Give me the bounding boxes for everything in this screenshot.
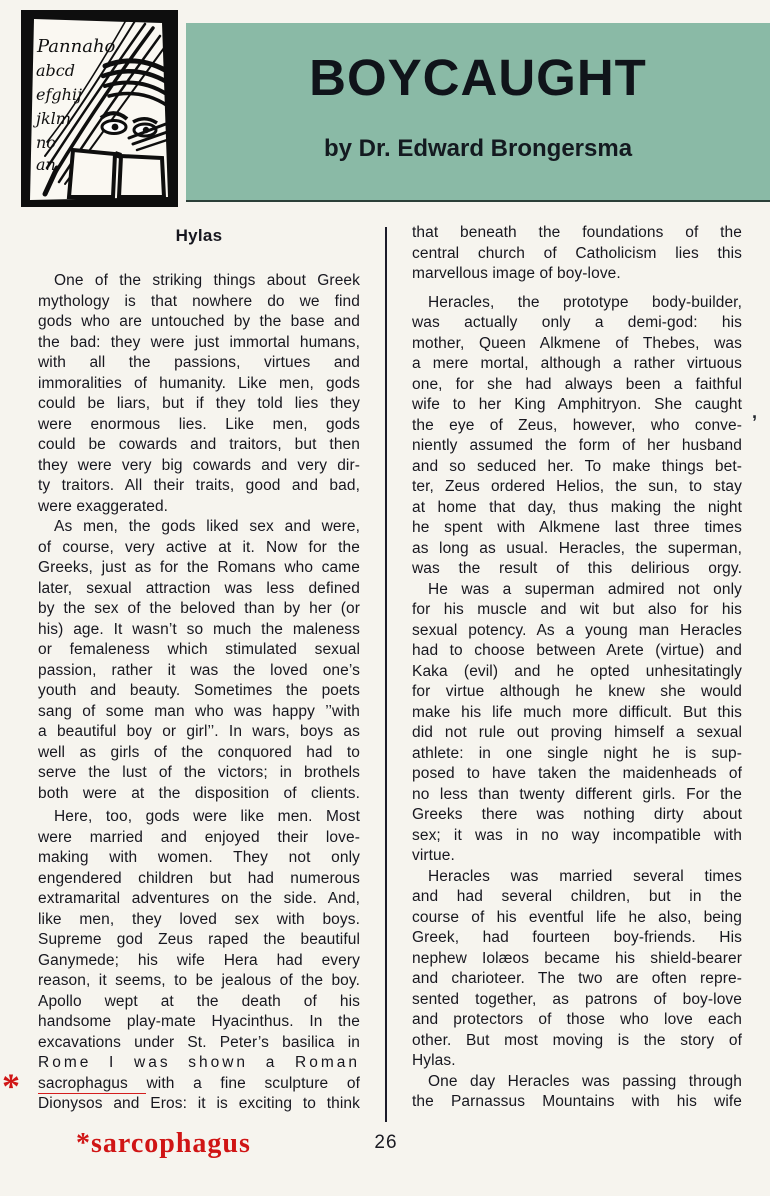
- text-line: ter, Zeus ordered Helios, the sun, to stay: [412, 478, 742, 495]
- text-line: mother, Queen Alkmene of Thebes, was: [412, 334, 742, 352]
- text-line: One of the striking things about Greek: [54, 272, 360, 289]
- text-line: had to choose between Arete (virtue) and: [412, 642, 742, 659]
- text-line: could be cowards and traitors, but then: [38, 436, 360, 453]
- text-line: sented together, as patrons of boy-love: [412, 990, 742, 1008]
- page-number: 26: [374, 1132, 398, 1153]
- text-line: at home that day, thus making the night: [412, 498, 742, 516]
- text-line: immoralities of humanity. Like men, gods: [38, 374, 360, 392]
- svg-text:efghij: efghij: [36, 85, 83, 104]
- text-line: engendered children but had numerous: [38, 869, 360, 887]
- text-line: were exaggerated.: [38, 497, 169, 515]
- text-line: sexual potency. As a young man Heracles: [412, 621, 742, 639]
- svg-text:an: an: [36, 155, 56, 174]
- paragraph: [412, 1072, 742, 1113]
- text-line: gods who are untouched by the base and: [38, 313, 360, 330]
- text-line: Dionysos and Eros: it is exciting to think: [38, 1095, 360, 1112]
- text-line: Here, too, gods were like men. Most: [54, 808, 360, 825]
- text-line: athlete: in one single night he is sup-: [412, 744, 742, 762]
- text-line: a mere mortal, although a rather virtuous: [412, 355, 742, 372]
- text-line: for virtue although he knew she would: [412, 683, 742, 700]
- text-line: sex; it was in no way incompatible with: [412, 826, 742, 844]
- text-line: Heracles, the prototype body-builder,: [428, 293, 742, 311]
- text-line: As men, the gods liked sex and were,: [54, 518, 360, 535]
- text-line: Apollo wept at the death of his: [38, 992, 360, 1010]
- text-line: the Parnassus Mountains with his wife: [412, 1093, 742, 1110]
- text-line: Hylas.: [412, 1052, 456, 1069]
- text-line: and protectors of those who love each: [412, 1011, 742, 1028]
- text-line: he spent with Alkmene last three times: [412, 519, 742, 536]
- text-line: his) age. It wasn’t so much the maleness: [38, 620, 360, 638]
- text-line: passion, rather it was the loved one’s: [38, 661, 360, 679]
- section-heading: Hylas: [175, 226, 223, 245]
- svg-text:no: no: [36, 133, 56, 152]
- paragraph: [412, 293, 742, 580]
- text-line: nephew Iolæos became his shield-bearer: [412, 949, 742, 967]
- woodcut-illustration: [21, 10, 178, 207]
- text-line: and so seduced her. To make things bet-: [412, 457, 742, 475]
- svg-text:Pannaho: Pannaho: [37, 36, 116, 57]
- text-line: well as girls of the conquored had to: [38, 743, 360, 761]
- text-line: Supreme god Zeus raped the beautiful: [38, 931, 360, 948]
- text-line: Kaka (evil) and he opted unhesitatingly: [412, 662, 742, 680]
- text-line: excavations under St. Peter’s basilica in: [38, 1033, 360, 1051]
- text-line: both were at the disposition of clients.: [38, 784, 360, 802]
- text-line: youth and beauty. Sometimes the poets: [38, 682, 360, 699]
- text-line: the eye of Zeus, however, who conve-: [412, 416, 742, 434]
- text-line: mythology is that nowhere do we find: [38, 292, 360, 310]
- text-line: Rome I was shown a Roman: [38, 1054, 360, 1071]
- text-line: Greeks, just as for the Romans who came: [38, 559, 360, 576]
- red-margin-asterisk: *: [2, 1066, 20, 1106]
- text-line: He was a superman admired not only: [428, 580, 742, 598]
- text-line: did not rule out proving himself a sexual: [412, 724, 742, 741]
- text-line: a beautiful boy or girl’’. In wars, boys as: [38, 723, 360, 740]
- paragraph: [38, 271, 360, 517]
- text-line: posed to have taken the maidenheads of: [412, 765, 742, 782]
- text-line: that beneath the foundations of the: [412, 224, 742, 241]
- text-line: of course, very active at it. Now for the: [38, 538, 360, 556]
- text-line: were enormous lies. Like men, gods: [38, 415, 360, 433]
- text-line: wife to her King Amphitryon. She caught: [412, 396, 742, 413]
- stray-mark: ,: [752, 402, 758, 422]
- text-line: one, for she had always been a faithful: [412, 375, 742, 393]
- text-line: could be liars, but if they told lies they: [38, 395, 360, 412]
- title-banner: [186, 23, 770, 202]
- article-title: BOYCAUGHT: [309, 49, 647, 106]
- text-line: were married and enjoyed their love-: [38, 828, 360, 846]
- text-line: making with women. They not only: [38, 849, 360, 866]
- svg-text:abcd: abcd: [36, 61, 75, 80]
- text-line: extramarital adventures on the side. And,: [38, 890, 360, 907]
- text-line: the bad: they were just immortal humans,: [38, 333, 360, 351]
- text-line: central church of Catholicism lies this: [412, 244, 742, 262]
- text-line: [38, 1074, 360, 1095]
- text-line: serve the lust of the victors; in brothels: [38, 764, 360, 781]
- column-divider: [385, 227, 387, 1122]
- paragraph: [38, 807, 360, 1115]
- paragraph: [38, 517, 360, 804]
- text-line: for his muscle and wit but also for his: [412, 601, 742, 618]
- text-segment: with a fine sculpture of: [146, 1074, 360, 1092]
- paragraph: [412, 223, 742, 285]
- text-line: Greek, had fourteen boy-friends. His: [412, 929, 742, 946]
- right-column-text: [412, 223, 742, 1113]
- text-line: Heracles was married several times: [428, 867, 742, 885]
- text-line: Ganymede; his wife Hera had every: [38, 951, 360, 969]
- article-byline: by Dr. Edward Brongersma: [323, 135, 633, 162]
- text-line: was the result of this delirious orgy.: [412, 560, 742, 577]
- text-line: course of his eventful life he also, being: [412, 908, 742, 926]
- text-line: as long as usual. Heracles, the superman,: [412, 539, 742, 557]
- left-column-text: [38, 271, 360, 1115]
- text-line: One day Heracles was passing through: [428, 1072, 742, 1090]
- text-line: marvellous image of boy-love.: [412, 265, 621, 282]
- text-line: niently assumed the form of her husband: [412, 437, 742, 454]
- text-line: no less than twenty different girls. For the: [412, 785, 742, 803]
- text-line: ty traitors. All their traits, good and bad,: [38, 477, 360, 494]
- text-line: virtue.: [412, 847, 455, 864]
- text-line: by the sex of the beloved than by her (or: [38, 600, 360, 617]
- text-line: they were very big cowards and very dir-: [38, 456, 360, 474]
- text-line: later, sexual attraction was less defined: [38, 579, 360, 597]
- text-line: reason, it seems, to be jealous of the boy.: [38, 972, 360, 989]
- text-line: sang of some man who was happy ’’with: [38, 702, 360, 720]
- text-line: like men, they loved sex with boys.: [38, 910, 360, 928]
- text-line: with all the passions, virtues and: [38, 354, 360, 371]
- text-line: was actually only a demi-god: his: [412, 314, 742, 331]
- red-underlined-word: sacrophagus: [38, 1075, 146, 1095]
- svg-text:jklm: jklm: [36, 109, 71, 128]
- paragraph: [412, 867, 742, 1072]
- text-line: make his life much more difficult. But this: [412, 703, 742, 721]
- text-line: and charioteer. The two are often repre-: [412, 970, 742, 987]
- text-line: Greeks there was nothing dirty about: [412, 806, 742, 823]
- text-line: and had several children, but in the: [412, 888, 742, 905]
- text-line: other. But most moving is the story of: [412, 1031, 742, 1049]
- text-line: handsome play-mate Hyacinthus. In the: [38, 1013, 360, 1030]
- paragraph: [412, 580, 742, 867]
- text-line: or femaleness which stimulated sexual: [38, 641, 360, 658]
- red-correction-note: *sarcophagus: [76, 1128, 251, 1159]
